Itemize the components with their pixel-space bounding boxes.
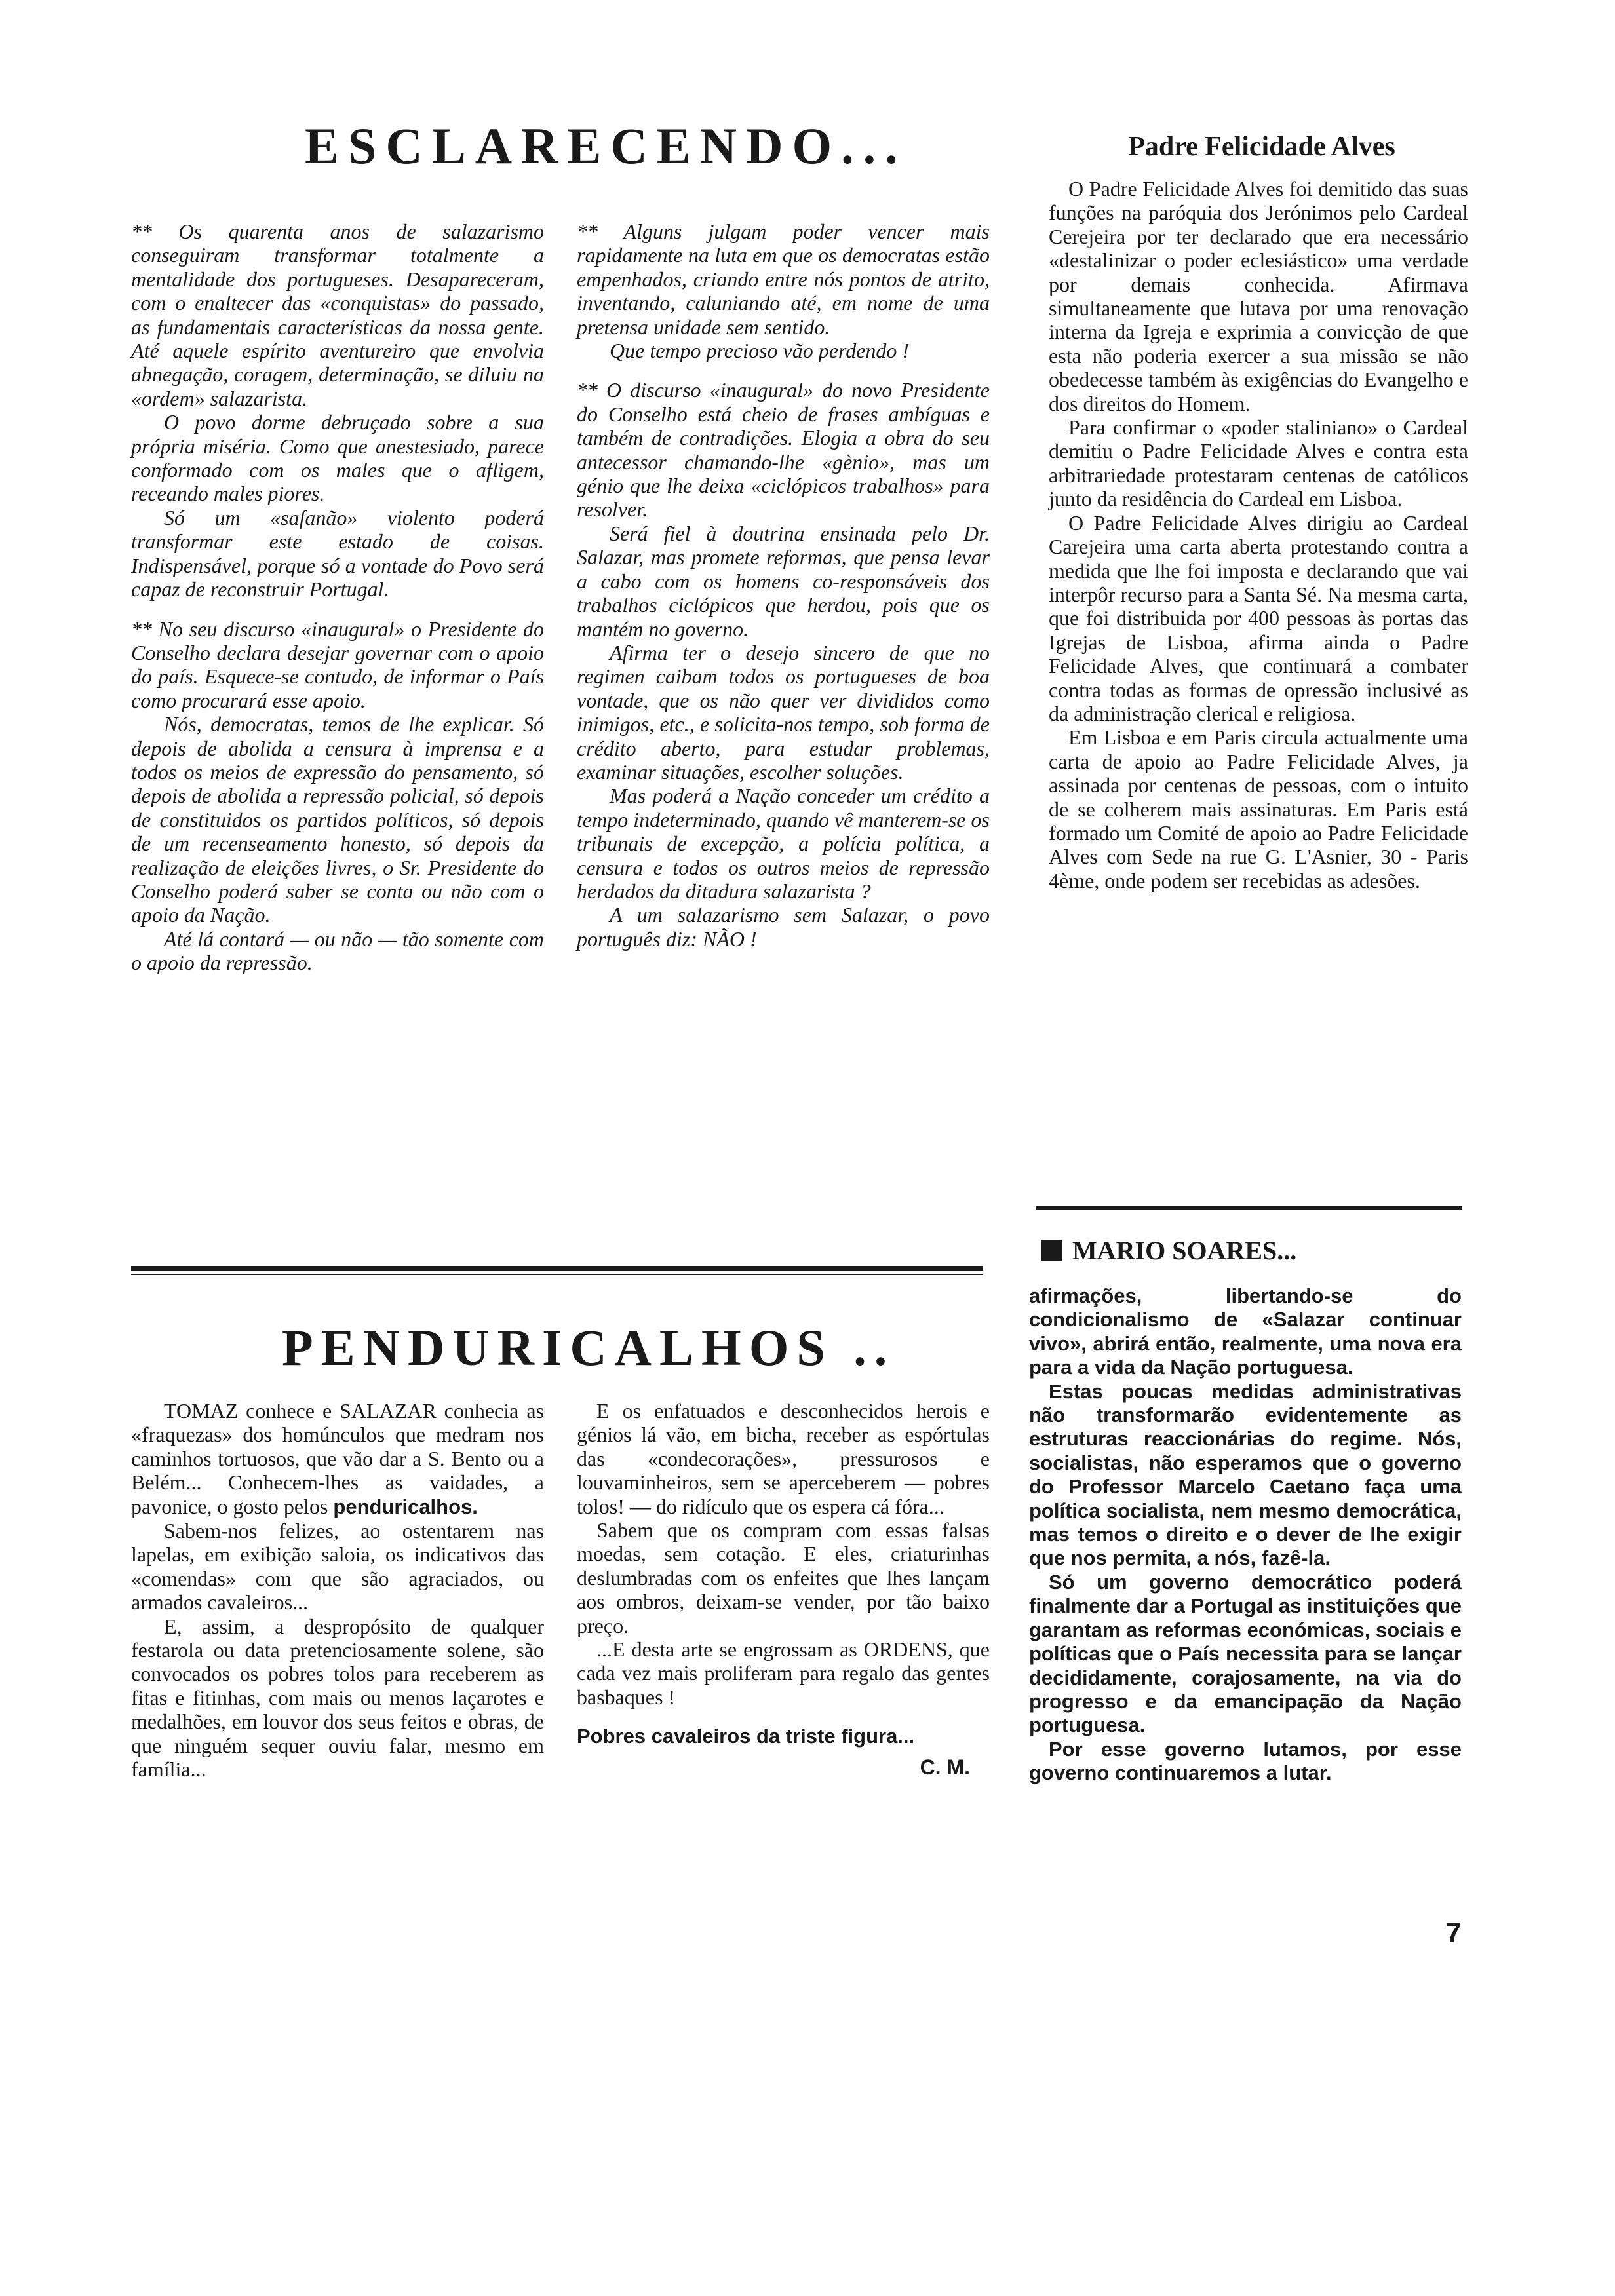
section-divider-thin-rule — [131, 1274, 983, 1275]
paragraph: Só um governo democrático poderá finalmente dar a Portugal as instituições que garantam as reformas económicas, sociais e políticas que o País necessita para se lançar decididamente, corajosamente, na via do progresso e da emancipação da Nação portuguesa. — [1029, 1570, 1462, 1737]
paragraph: ** No seu discurso «inaugural» o Presidente do Conselho declara desejar governar com o apoio do país. Esquece-se contudo, de informar o País como procurará esse apoio. — [131, 617, 544, 712]
paragraph: ** O discurso «inaugural» do novo Presidente do Conselho está cheio de frases ambíguas e também de contradições. Elogia a obra do seu antecessor chamando-lhe «gènio», mas um génio que lhe deixa «ciclópicos trabalhos» para resolver. — [577, 378, 990, 522]
mario-column — [1029, 1284, 1462, 1786]
signature: C. M. — [920, 1755, 970, 1779]
paragraph: ...E desta arte se engrossam as ORDENS, que cada vez mais proliferam para regalo das gentes basbaques ! — [577, 1637, 990, 1709]
paragraph: Afirma ter o desejo sincero de que no regimen caibam todos os portugueses de boa vontade, que os não quer ver divididos como inimigos, etc., e solicita-nos tempo, sob forma de crédito aberto, para estudar problemas, examinar situações, escolher soluções. — [577, 640, 990, 784]
esclarecendo-right-column — [577, 220, 990, 951]
paragraph: Sabem que os compram com essas falsas moedas, sem cotação. E eles, criaturinhas deslumbradas com os enfeites que lhes lançam aos ombros, deixam-se vender, por tão baixo preço. — [577, 1518, 990, 1637]
padre-bottom-rule — [1036, 1206, 1462, 1210]
paragraph: afirmações, libertando-se do condicionalismo de «Salazar continuar vivo», abrirá então, realmente, uma nova era para a vida da Nação portuguesa. — [1029, 1284, 1462, 1379]
paragraph: Será fiel à doutrina ensinada pelo Dr. Salazar, mas promete reformas, que pensa levar a cabo com os homens co-responsáveis dos trabalhos ciclópicos que herdou, pois que os mantém no governo. — [577, 521, 990, 641]
penduricalhos-title: PENDURICALHOS .. — [282, 1319, 895, 1376]
paragraph: Estas poucas medidas administrativas não transformarão evidentemente as estruturas reaccionárias do regime. Nós, socialistas, não esperamos que o governo do Professor Marcelo Caetano faça uma política socialista, nem mesmo democrática, mas temos o direito e o dever de lhe exigir que nos permita, a nós, fazê-la. — [1029, 1379, 1462, 1570]
mario-title — [1041, 1235, 1460, 1266]
padre-title: Padre Felicidade Alves — [1128, 132, 1395, 162]
paragraph: O povo dorme debruçado sobre a sua própria miséria. Como que anestesiado, parece conformado com os males que o afligem, receando males piores. — [131, 410, 544, 506]
paragraph: Mas poderá a Nação conceder um crédito a tempo indeterminado, quando vê manterem-se os tribunais de excepção, a polícia política, a censura e todos os outros meios de repressão herdados da ditadura salazarista ? — [577, 784, 990, 903]
esclarecendo-title: ESCLARECENDO... — [305, 117, 907, 174]
paragraph: O Padre Felicidade Alves foi demitido das suas funções na paróquia dos Jerónimos pelo Cardeal Cerejeira por ter declarado que era necessário «destalinizar o poder eclesiástico» uma verdade por demais conhecida. Afirmava simultaneamente que lutava por uma renovação interna da Igreja e exprimia a convicção de que esta não poderia exercer a sua missão se não obedecesse também às exigências do Evangelho e dos direitos do Homem. — [1049, 177, 1468, 415]
page-number: 7 — [1445, 1917, 1462, 1949]
penduricalhos-right-column — [577, 1399, 990, 1779]
paragraph: A um salazarismo sem Salazar, o povo português diz: NÃO ! — [577, 903, 990, 951]
closing-line: Pobres cavaleiros da triste figura... — [577, 1725, 915, 1748]
paragraph: Só um «safanão» violento poderá transformar este estado de coisas. Indispensável, porque só a vontade do Povo será capaz de reconstruir Portugal. — [131, 505, 544, 602]
paragraph — [131, 1399, 544, 1519]
section-divider-rule — [131, 1266, 983, 1271]
paragraph: ** Alguns julgam poder vencer mais rapidamente na luta em que os democratas estão empenhados, criando entre nós pontos de atrito, inventando, caluniando até, em nome de uma pretensa unidade sem sentido. — [577, 220, 990, 339]
paragraph: Para confirmar o «poder staliniano» o Cardeal demitiu o Padre Felicidade Alves e contra esta arbitrariedade protestaram centenas de católicos junto da residência do Cardeal em Lisboa. — [1049, 415, 1468, 511]
paragraph: E os enfatuados e desconhecidos herois e génios lá vão, em bicha, receber as espórtulas das «condecorações», pressurosos e louvaminheiros, sem se aperceberem — pobres tolos! — do ridículo que os espera cá fóra... — [577, 1399, 990, 1518]
paragraph-text: TOMAZ conhece e SALAZAR conhecia as «fraquezas» dos homúnculos que medram nos caminhos tortuosos, que vão dar a S. Bento ou a Belém... Conhecem-lhes as vaidades, a pavonice, o gosto pelos — [131, 1399, 544, 1518]
square-bullet-icon — [1041, 1240, 1062, 1261]
esclarecendo-left-column — [131, 220, 544, 975]
paragraph: Que tempo precioso vão perdendo ! — [610, 339, 910, 363]
padre-column — [1049, 177, 1468, 892]
paragraph: E, assim, a despropósito de qualquer festarola ou data pretenciosamente solene, são convocados os pobres tolos para receberem as fitas e fitinhas, com mais ou menos laçarotes e medalhões, em louvor dos seus feitos e obras, de que ninguém sequer ouviu falar, mesmo em família... — [131, 1614, 544, 1782]
paragraph: Em Lisboa e em Paris circula actualmente uma carta de apoio ao Padre Felicidade Alves, ja assinada por centenas de pessoas, com o intuito de se colherem mais assinaturas. Em Paris está formado um Comité de apoio ao Padre Felicidade Alves com Sede na rue G. L'Asnier, 30 - Paris 4ème, onde podem ser recebidas as adesões. — [1049, 725, 1468, 892]
mario-title-text: MARIO SOARES... — [1072, 1236, 1297, 1265]
paragraph: Nós, democratas, temos de lhe explicar. Só depois de abolida a censura à imprensa e a todos os meios de expressão do pensamento, só depois de abolida a repressão policial, só depois de constituidos os partidos políticos, só depois de um recenseamento honesto, só depois da realização de eleições livres, o Sr. Presidente do Conselho poderá saber se conta ou não com o apoio da Nação. — [131, 712, 544, 927]
paragraph: Até lá contará — ou não — tão somente com o apoio da repressão. — [131, 927, 544, 975]
paragraph: Por esse governo lutamos, por esse governo continuaremos a lutar. — [1029, 1737, 1462, 1785]
penduricalhos-left-column — [131, 1399, 544, 1782]
paragraph: Sabem-nos felizes, ao ostentarem nas lapelas, em exibição saloia, os indicativos das «comendas» com que são agraciados, ou armados cavaleiros... — [131, 1519, 544, 1615]
bold-word: penduricalhos. — [333, 1495, 478, 1518]
paragraph: O Padre Felicidade Alves dirigiu ao Cardeal Carejeira uma carta aberta protestando contra a medida que lhe foi imposta e declarando que vai interpôr recurso para a Santa Sé. Na mesma carta, que foi distribuida por 400 pessoas às portas das Igrejas de Lisboa, afirma ainda o Padre Felicidade Alves, que continuará a combater contra todas as formas de opressão inclusivé as da administração clerical e religiosa. — [1049, 510, 1468, 725]
paragraph: ** Os quarenta anos de salazarismo conseguiram transformar totalmente a mentalidade dos portugueses. Desapareceram, com o enaltecer das «conquistas» do passado, as fundamentais características da nossa gente. Até aquele espírito aventureiro que envolvia abnegação, coragem, determinação, se diluiu na «ordem» salazarista. — [131, 220, 544, 410]
